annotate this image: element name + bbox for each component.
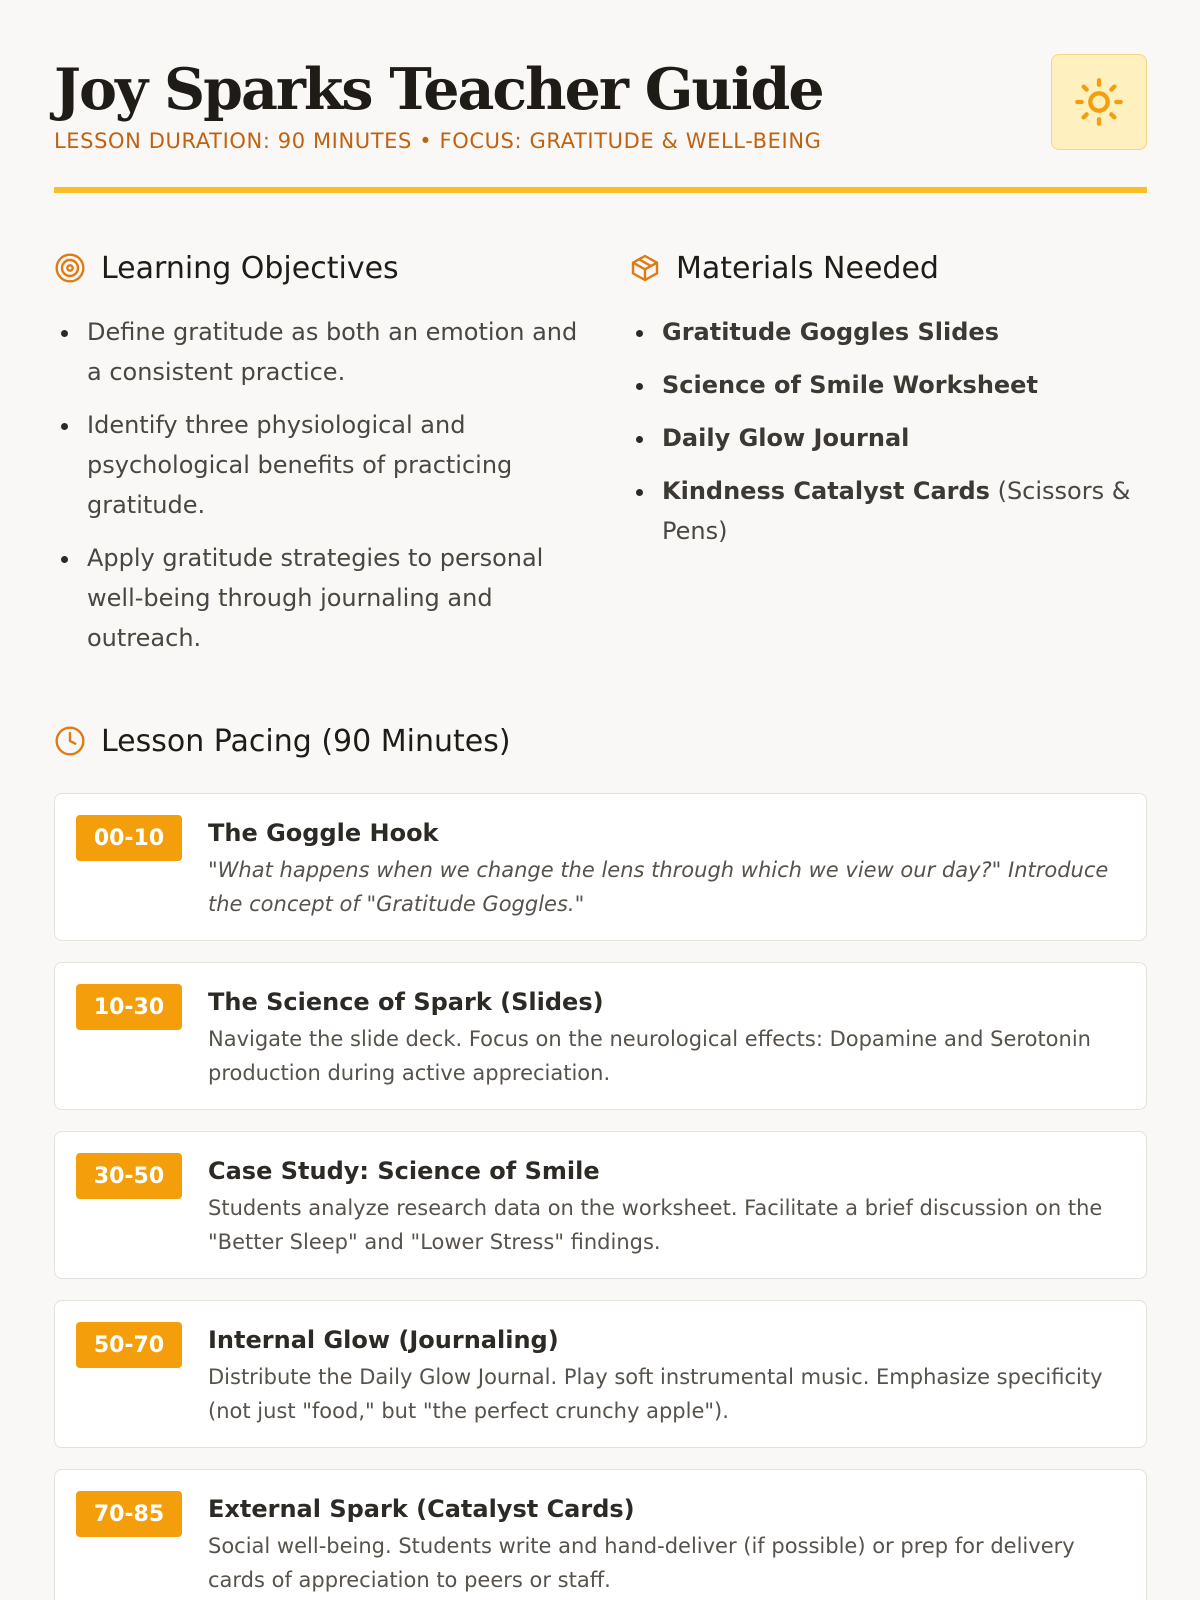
segment-title: Case Study: Science of Smile [208,1157,600,1185]
sun-icon-box [1051,54,1147,150]
material-name: Daily Glow Journal [662,424,910,452]
objectives-header [54,246,594,290]
pacing-list [54,793,1147,1600]
time-badge: 00-10 [76,815,182,861]
objectives-section [54,246,594,671]
pacing-section [54,719,1147,1600]
list-item [629,365,1147,405]
pacing-card [54,793,1147,941]
segment-description: Distribute the Daily Glow Journal. Play soft instrumental music. Emphasize specificity (not just "food," but "the perfect crunchy apple"). [208,1365,1103,1423]
material-name: Gratitude Goggles Slides [662,318,999,346]
page-title: Joy Sparks Teacher Guide [54,56,823,123]
material-name: Science of Smile Worksheet [662,371,1038,399]
pacing-header [54,719,1147,763]
materials-list [629,312,1147,551]
segment-title: Internal Glow (Journaling) [208,1326,559,1354]
segment-description: Social well-being. Students write and hand-deliver (if possible) or prep for delivery cards of appreciation to peers or staff. [208,1534,1075,1592]
page-subtitle: LESSON DURATION: 90 MINUTES • FOCUS: GRATITUDE & WELL-BEING [54,129,822,153]
pacing-card [54,1300,1147,1448]
clock-icon [54,724,88,758]
time-badge: 10-30 [76,984,182,1030]
segment-description: Navigate the slide deck. Focus on the neurological effects: Dopamine and Serotonin production during active appreciation. [208,1027,1091,1085]
teacher-guide-page [54,0,1147,1592]
segment-title: The Goggle Hook [208,819,439,847]
list-item [629,418,1147,458]
pacing-card [54,1469,1147,1600]
segment-title: The Science of Spark (Slides) [208,988,604,1016]
time-badge: 70-85 [76,1491,182,1537]
segment-title: External Spark (Catalyst Cards) [208,1495,635,1523]
list-item: Define gratitude as both an emotion and a consistent practice. [54,312,594,392]
objectives-list [54,312,594,658]
box-icon [629,251,663,285]
sun-icon [1073,76,1125,128]
header-divider [54,187,1147,193]
list-item: Apply gratitude strategies to personal well-being through journaling and outreach. [54,538,594,658]
segment-description: Students analyze research data on the worksheet. Facilitate a brief discussion on the "Better Sleep" and "Lower Stress" findings. [208,1196,1103,1254]
material-name: Kindness Catalyst Cards [662,477,990,505]
list-item: Identify three physiological and psychological benefits of practicing gratitude. [54,405,594,525]
time-badge: 50-70 [76,1322,182,1368]
pacing-card [54,1131,1147,1279]
segment-description: "What happens when we change the lens through which we view our day?" Introduce the concept of "Gratitude Goggles." [208,858,1109,916]
time-badge: 30-50 [76,1153,182,1199]
header [54,0,1147,195]
target-icon [54,251,88,285]
pacing-heading: Lesson Pacing (90 Minutes) [101,723,511,759]
materials-section [629,246,1147,564]
list-item [629,471,1147,551]
pacing-card [54,962,1147,1110]
materials-heading: Materials Needed [676,250,939,286]
list-item [629,312,1147,352]
objectives-heading: Learning Objectives [101,250,399,286]
material-note: (Scissors & Pens) [662,477,1131,545]
materials-header [629,246,1147,290]
